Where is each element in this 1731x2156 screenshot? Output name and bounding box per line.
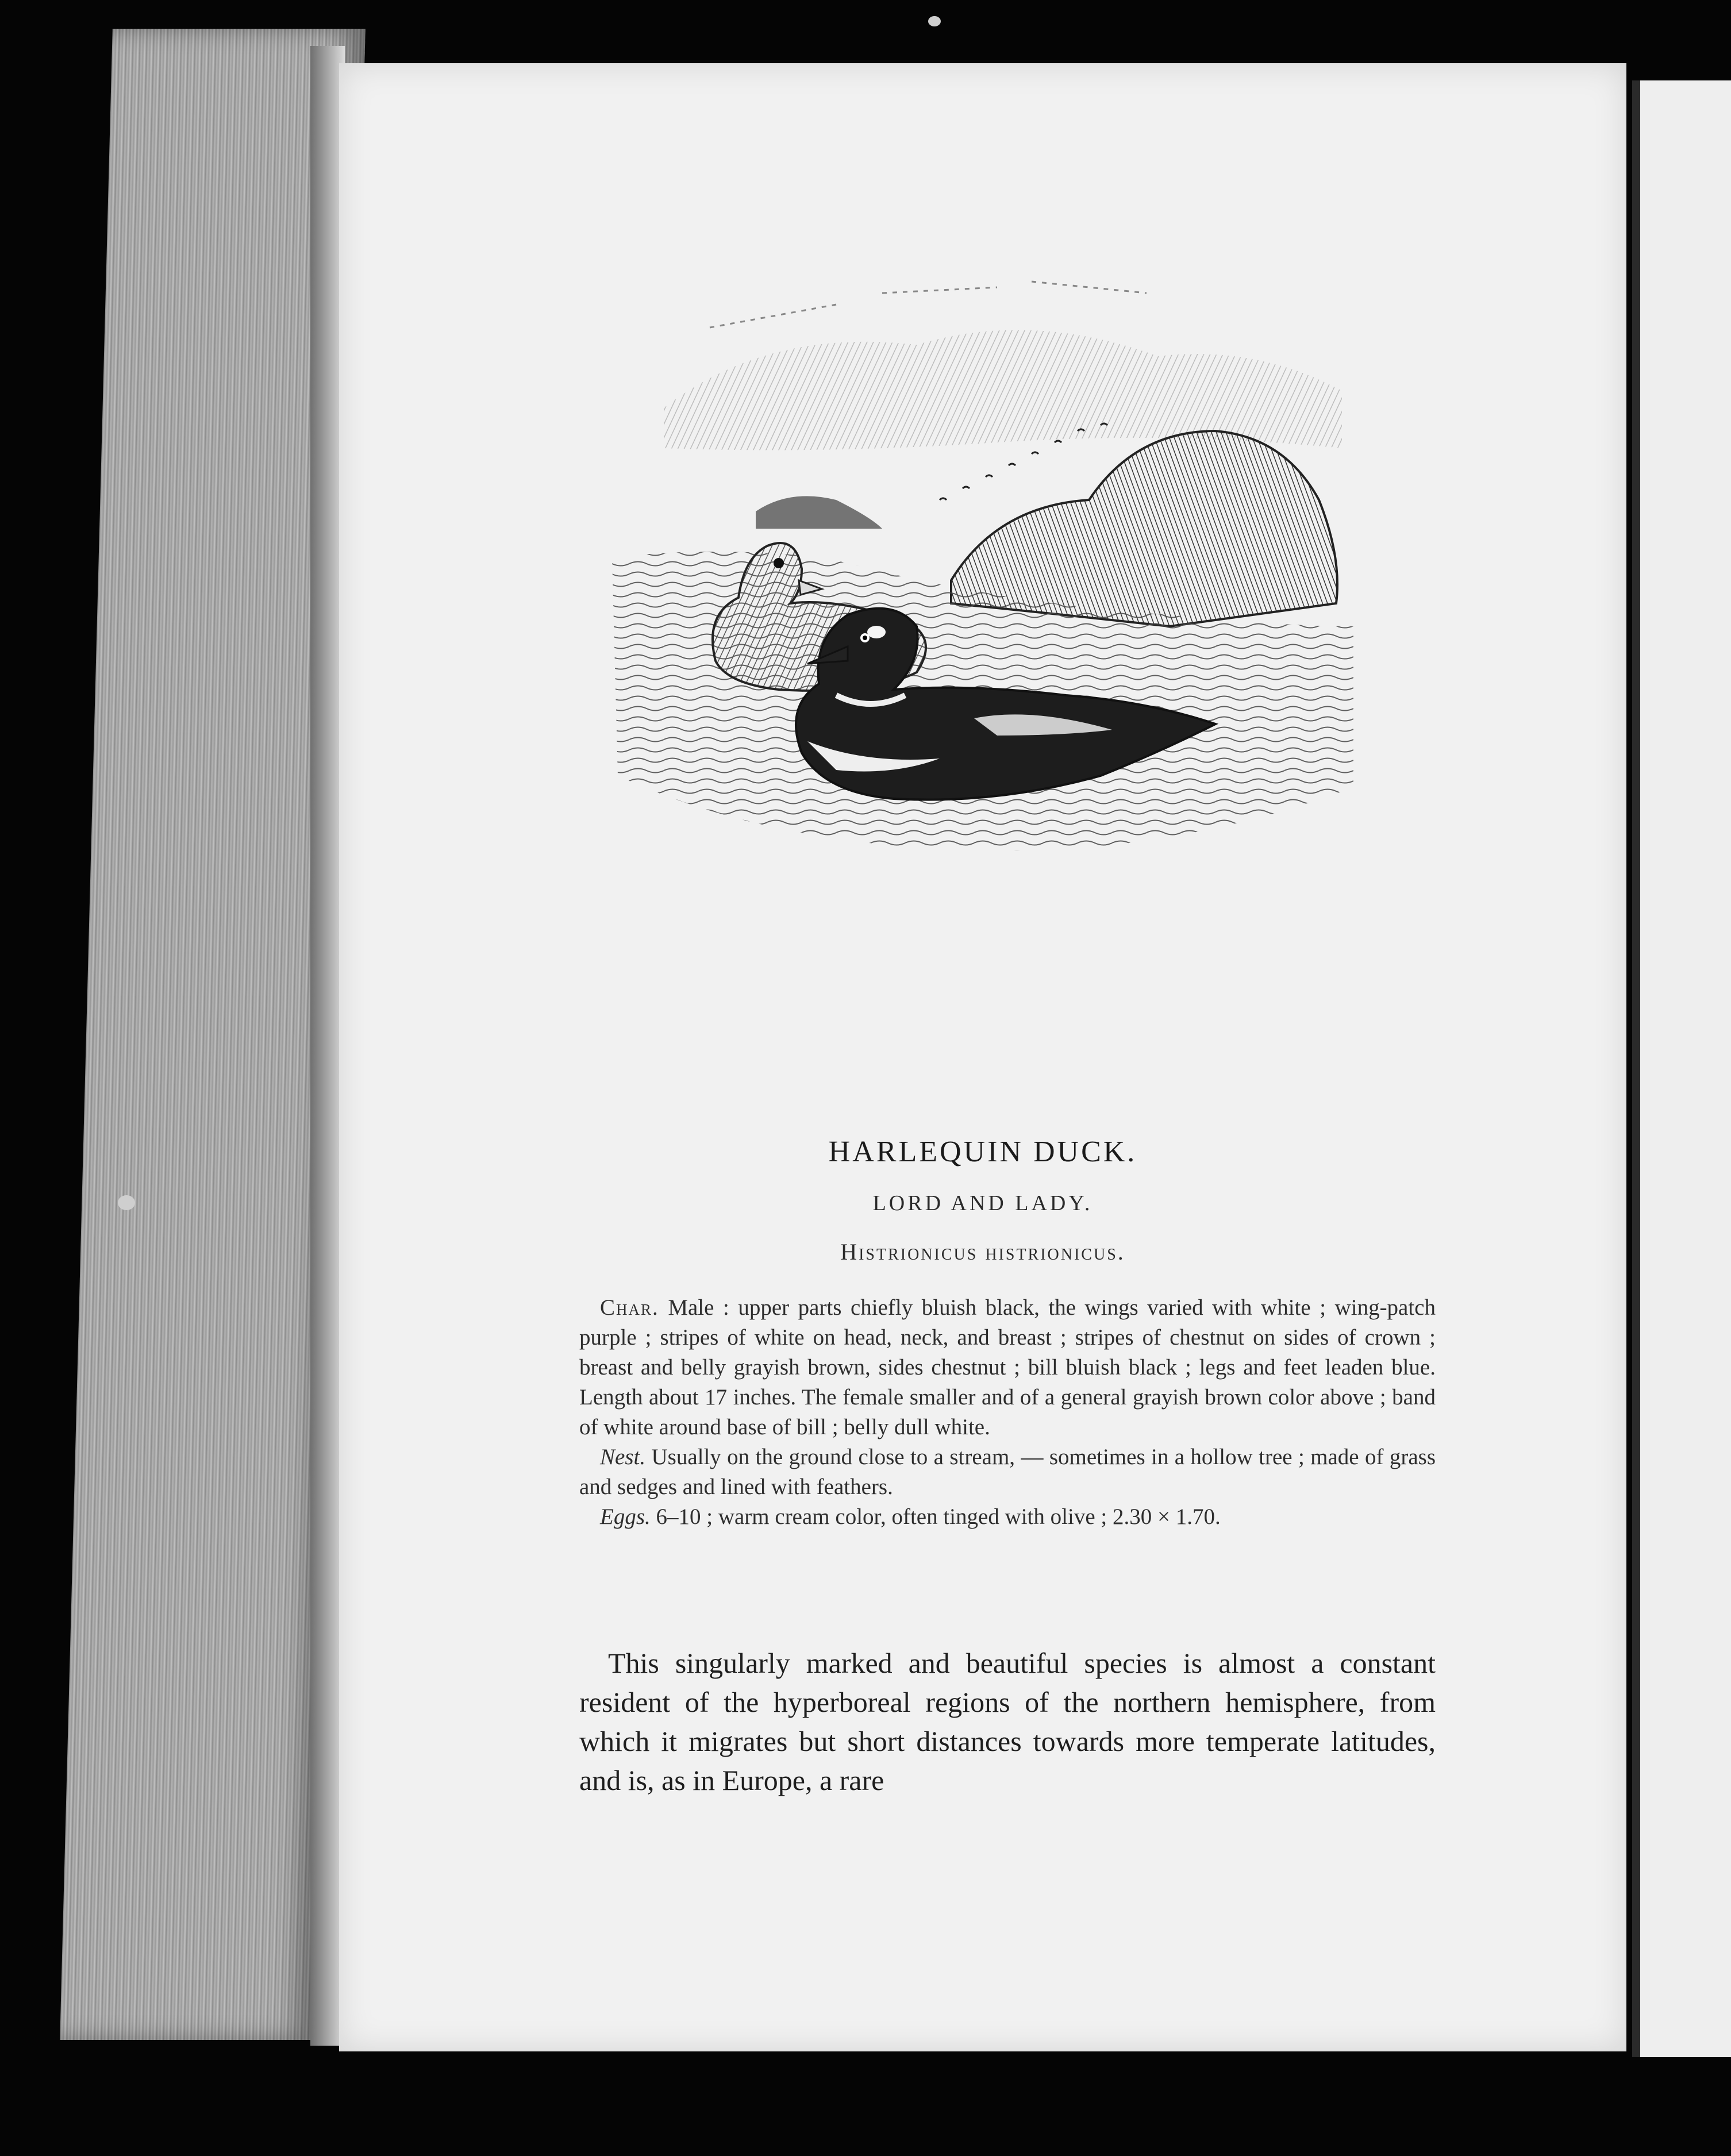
characters-paragraph [579,1293,1436,1442]
common-name: LORD AND LADY. [872,1191,1093,1215]
next-page-edge [1632,80,1731,2057]
nest-paragraph [579,1442,1436,1502]
nest-label: Nest. [600,1445,646,1469]
body-paragraph: This singularly marked and beautiful species is almost a constant resident of the hyperboreal regions of the northern hemisphere, from which it migrates but short distances towards more temperate latitudes, and is, as in Europe, a rare [579,1647,1436,1796]
sky-clouds [664,282,1342,450]
harlequin-duck-engraving [595,259,1365,856]
nest-text: Usually on the ground close to a stream, — sometimes in a hollow tree ; made of grass and sedges and lined with feathers. [579,1445,1436,1499]
scientific-name: Histrionicus histrionicus. [840,1239,1125,1265]
char-label: Char. [600,1295,659,1320]
char-text: Male : upper parts chiefly bluish black, the wings varied with white ; wing-patch purple ; stripes of white on head, neck, and breast ; stripes of chestnut on sides of crown ; breast and belly grayish brown, sides chestnut ; bill bluish black ; legs and feet leaden blue. Length about 17 inches. The female smaller and of a general grayish brown color above ; band of white around base of bill ; belly dull white. [579,1295,1436,1439]
dust-speck [928,16,941,26]
eggs-paragraph [579,1502,1436,1532]
book-page [339,63,1626,2051]
dust-speck [118,1195,135,1210]
species-title: HARLEQUIN DUCK. [828,1135,1137,1168]
distant-islet [756,496,882,529]
eggs-label: Eggs. [600,1504,651,1529]
species-description [579,1293,1436,1532]
eggs-text: 6–10 ; warm cream color, often tinged with olive ; 2.30 × 1.70. [656,1504,1221,1529]
